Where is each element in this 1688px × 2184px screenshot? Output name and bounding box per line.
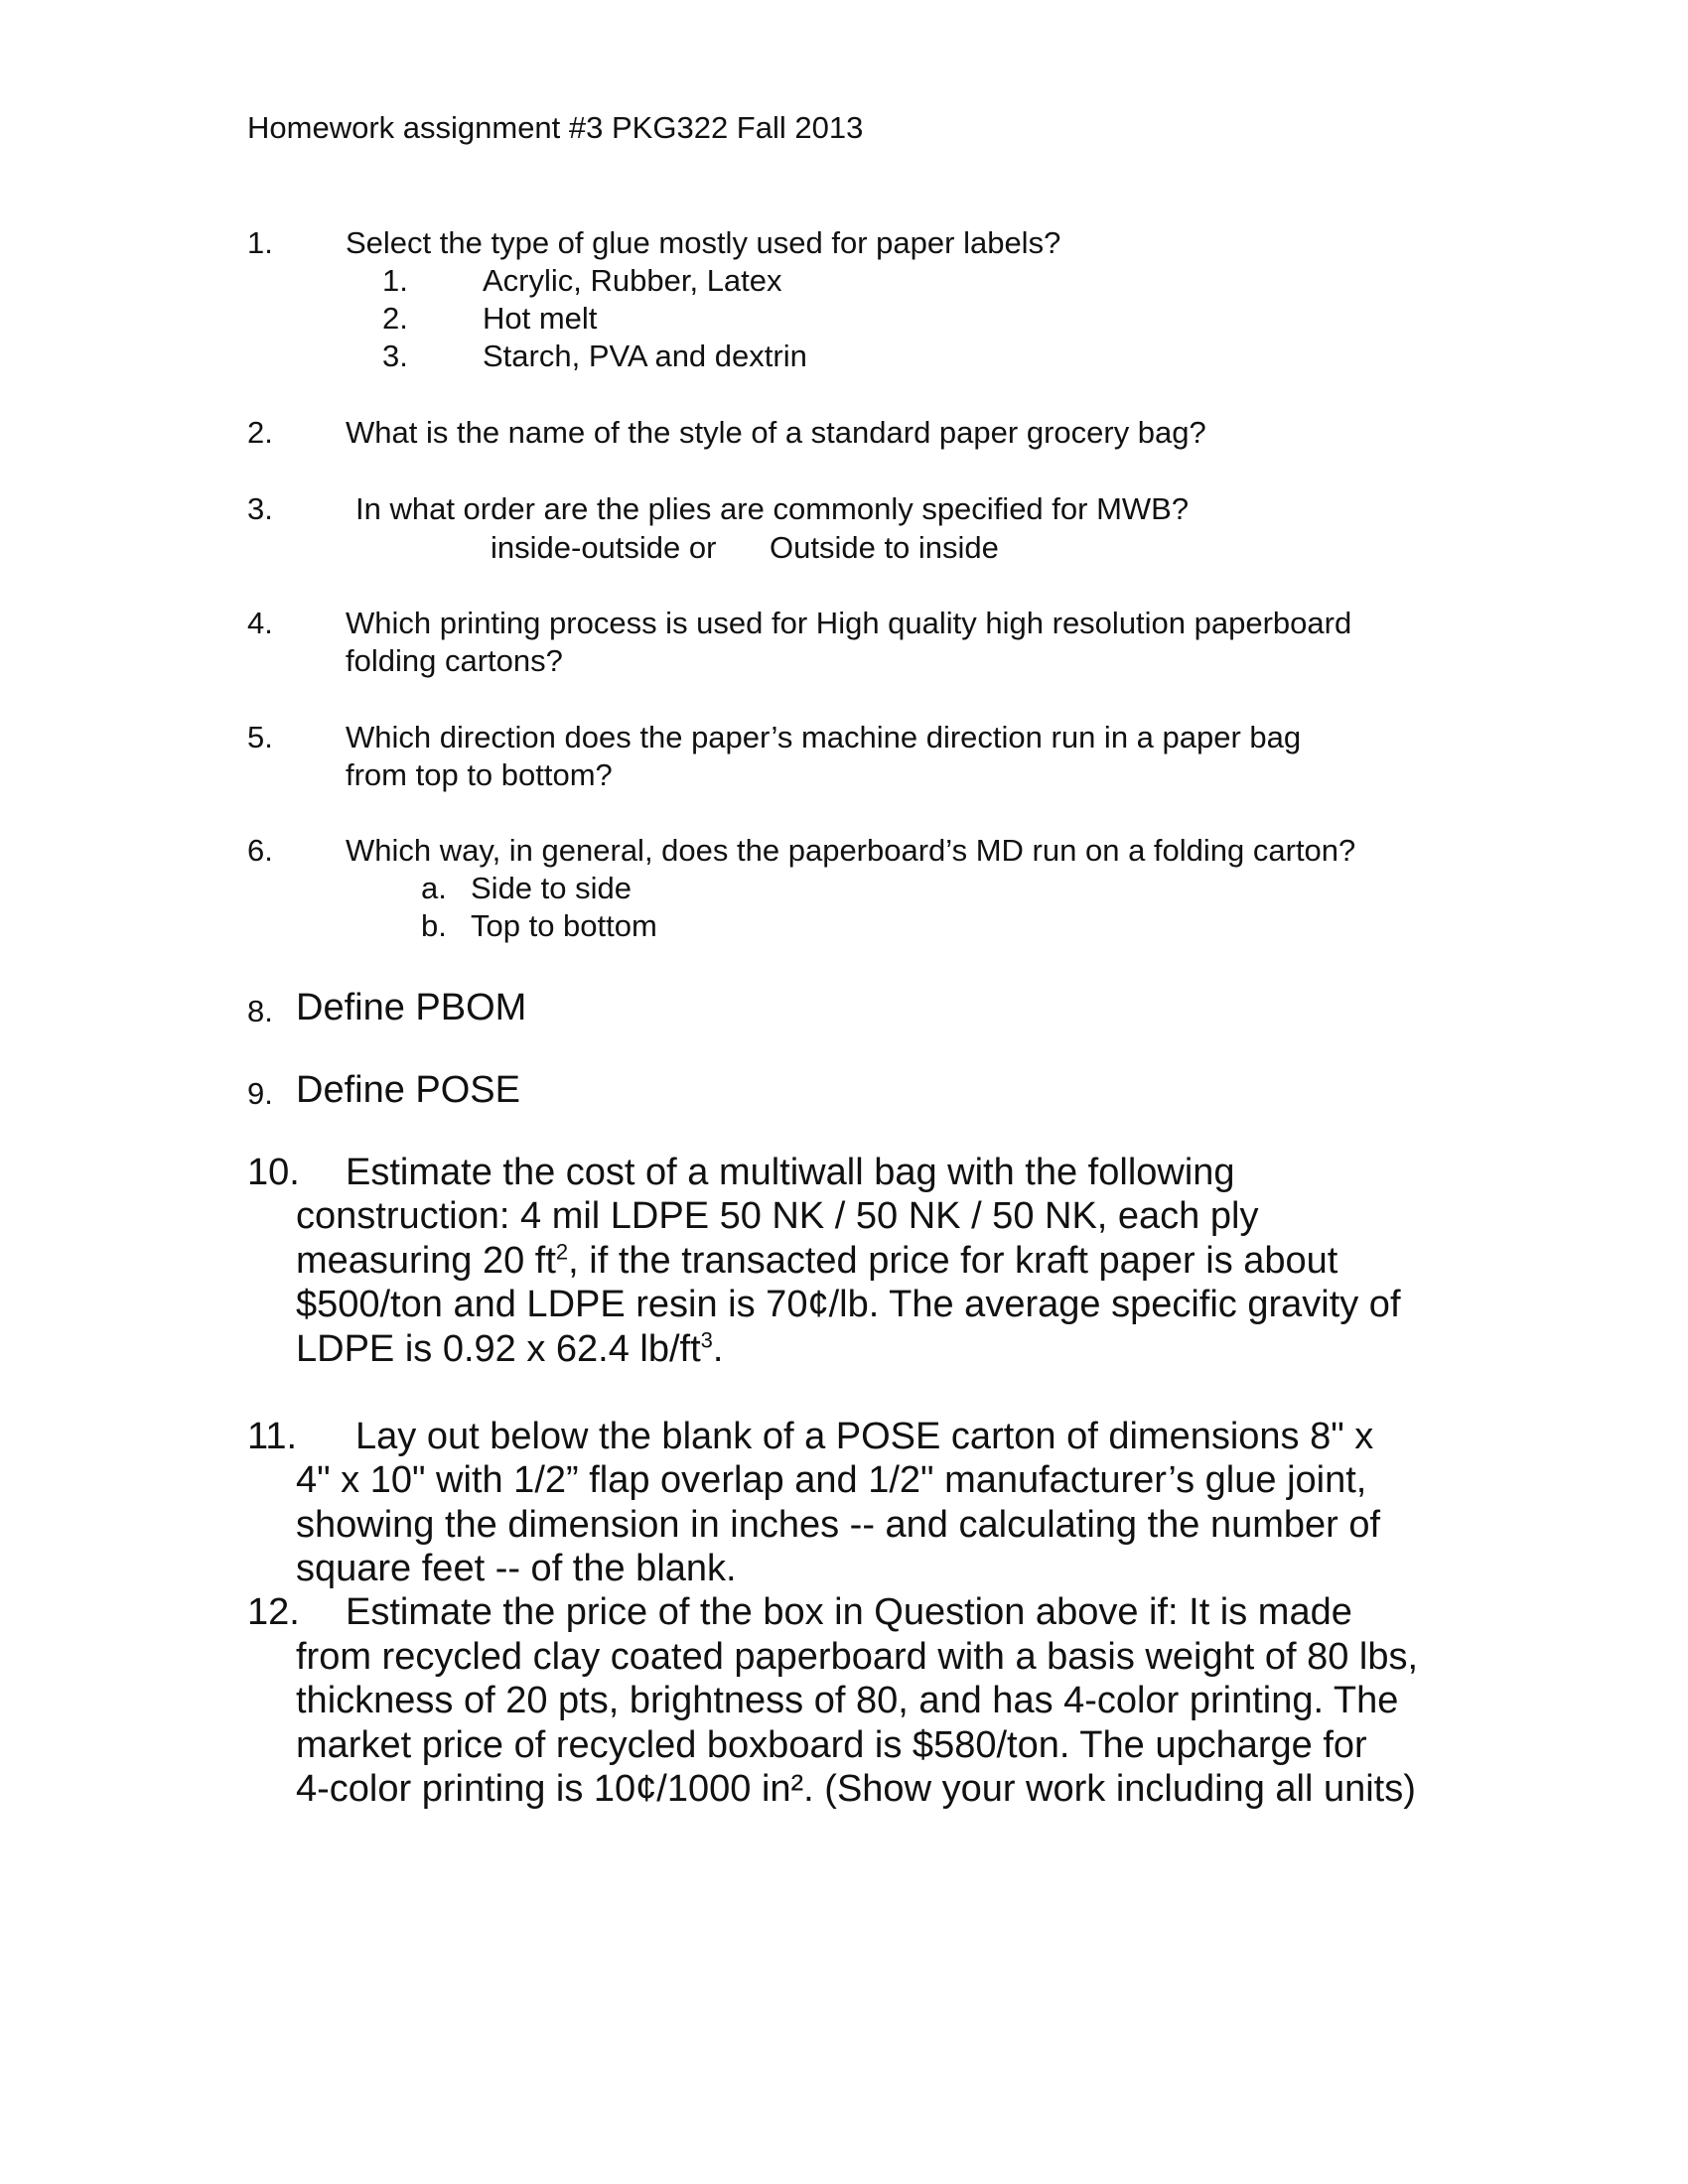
q10-line-3-text-cont: , if the transacted price for kraft paper is about [568, 1240, 1338, 1282]
q4-line-2: folding cartons? [346, 643, 563, 678]
q11-line-1: Lay out below the blank of a POSE carton of dimensions 8" x [355, 1416, 1374, 1457]
q11-line-3: showing the dimension in inches -- and calculating the number of [296, 1504, 1381, 1546]
q12-line-4: market price of recycled boxboard is $580/ton. The upcharge for [296, 1724, 1367, 1766]
q6-option-a-text: Side to side [471, 871, 632, 905]
q12-number: 12. [247, 1591, 300, 1633]
q4-number: 4. [247, 606, 273, 640]
q10-line-4: $500/ton and LDPE resin is 70¢/lb. The average specific gravity of [296, 1284, 1401, 1325]
q6-option-b-text: Top to bottom [471, 908, 657, 943]
q9-text: Define POSE [296, 1069, 520, 1111]
q10-line-3-superscript: 2 [555, 1239, 569, 1265]
q5-line-2: from top to bottom? [346, 757, 613, 792]
q3-number: 3. [247, 491, 273, 526]
q2-text: What is the name of the style of a standard paper grocery bag? [346, 415, 1206, 450]
q3-option-a: inside-outside or [491, 530, 717, 565]
q12-line-5: 4-color printing is 10¢/1000 in². (Show your work including all units) [296, 1768, 1416, 1810]
q8-number: 8. [247, 994, 273, 1028]
q10-line-5-text-cont: . [712, 1328, 724, 1370]
q11-line-4: square feet -- of the blank. [296, 1548, 737, 1589]
q5-number: 5. [247, 720, 273, 754]
q5-line-1: Which direction does the paper’s machine direction run in a paper bag [346, 720, 1302, 754]
q1-option-3-number: 3. [382, 339, 408, 373]
q2-number: 2. [247, 415, 273, 450]
q1-number: 1. [247, 225, 273, 260]
q12-line-2: from recycled clay coated paperboard with a basis weight of 80 lbs, [296, 1636, 1419, 1678]
q10-line-2: construction: 4 mil LDPE 50 NK / 50 NK / 50 NK, each ply [296, 1195, 1259, 1237]
q10-number: 10. [247, 1152, 300, 1193]
q1-option-1-text: Acrylic, Rubber, Latex [483, 263, 782, 298]
q10-line-5 [296, 1327, 723, 1372]
q1-option-2-number: 2. [382, 301, 408, 336]
q1-text: Select the type of glue mostly used for paper labels? [346, 225, 1061, 260]
q6-option-b-number: b. [421, 908, 447, 943]
q10-line-3 [296, 1239, 1337, 1284]
q8-text: Define PBOM [296, 987, 527, 1028]
q6-text: Which way, in general, does the paperboard’s MD run on a folding carton? [346, 833, 1356, 868]
q1-option-2-text: Hot melt [483, 301, 598, 336]
q9-number: 9. [247, 1076, 273, 1111]
q3-text: In what order are the plies are commonly specified for MWB? [355, 491, 1190, 526]
q10-line-1: Estimate the cost of a multiwall bag with the following [346, 1152, 1235, 1193]
q3-option-b: Outside to inside [770, 530, 999, 565]
q10-line-5-superscript: 3 [700, 1327, 713, 1353]
q11-line-2: 4" x 10" with 1/2” flap overlap and 1/2" manufacturer’s glue joint, [296, 1459, 1367, 1501]
q6-number: 6. [247, 833, 273, 868]
q6-option-a-number: a. [421, 871, 447, 905]
q11-number: 11. [247, 1416, 298, 1457]
q12-line-3: thickness of 20 pts, brightness of 80, and has 4-color printing. The [296, 1680, 1399, 1721]
q10-line-5-text: LDPE is 0.92 x 62.4 lb/ft [296, 1328, 701, 1370]
q1-option-1-number: 1. [382, 263, 408, 298]
q4-line-1: Which printing process is used for High quality high resolution paperboard [346, 606, 1352, 640]
q1-option-3-text: Starch, PVA and dextrin [483, 339, 807, 373]
q12-line-1: Estimate the price of the box in Question above if: It is made [346, 1591, 1352, 1633]
page-title: Homework assignment #3 PKG322 Fall 2013 [247, 110, 864, 145]
q10-line-3-text: measuring 20 ft [296, 1240, 556, 1282]
